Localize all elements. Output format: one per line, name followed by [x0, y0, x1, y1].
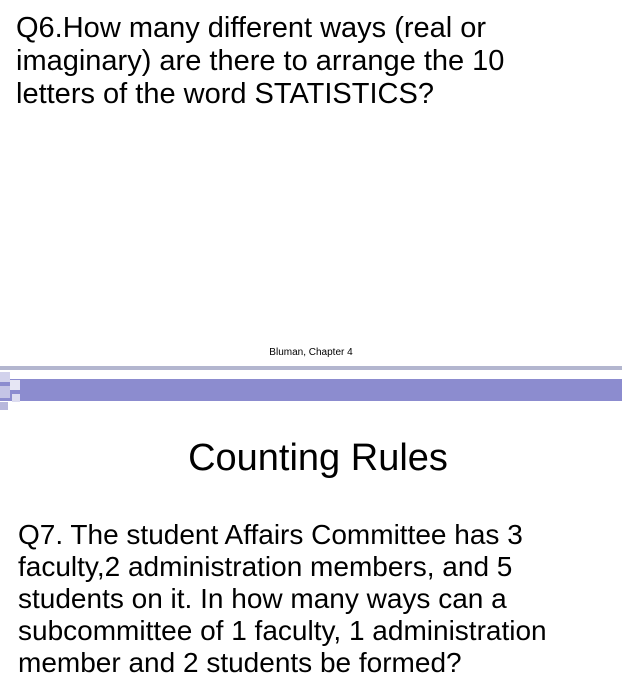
question-q6-line: letters of the word STATISTICS?	[16, 78, 434, 110]
slide-footer: Bluman, Chapter 4	[269, 347, 353, 358]
question-q7-line: subcommittee of 1 faculty, 1 administration	[18, 615, 547, 646]
slide-divider-line	[0, 366, 622, 370]
slide-title: Counting Rules	[188, 437, 448, 479]
decorative-squares	[0, 372, 32, 412]
question-q7-line: Q7. The student Affairs Committee has 3	[18, 519, 523, 550]
question-q7	[18, 519, 613, 679]
question-q6	[16, 12, 606, 111]
question-q6-line: Q6.How many different ways (real or	[16, 12, 487, 44]
question-q7-line: faculty,2 administration members, and 5	[18, 551, 513, 582]
slide-header-band	[0, 379, 622, 401]
question-q7-line: students on it. In how many ways can a	[18, 583, 507, 614]
question-q6-line: imaginary) are there to arrange the 10	[16, 45, 505, 77]
question-q7-line: member and 2 students be formed?	[18, 647, 462, 678]
